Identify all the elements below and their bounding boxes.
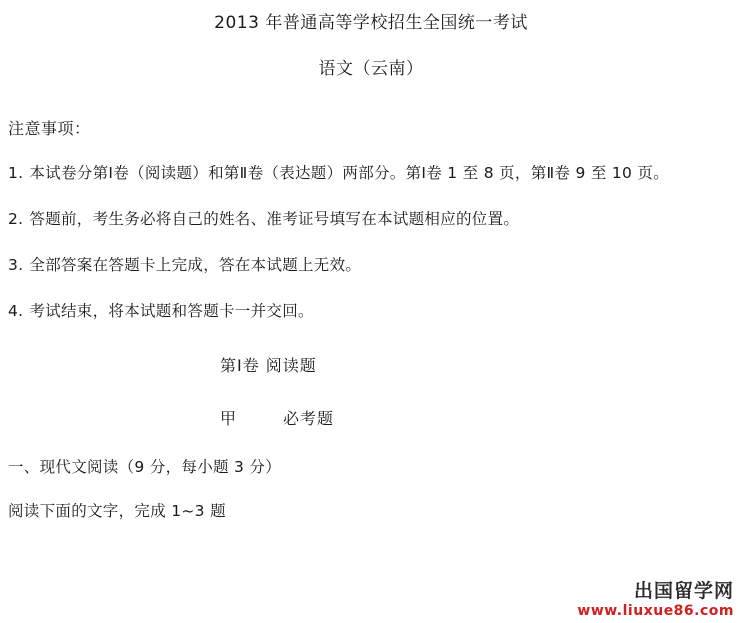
notice-item: [8, 253, 728, 277]
notice-item: [8, 161, 728, 185]
part-one-heading: 一、现代文阅读（9 分，每小题 3 分）: [8, 457, 282, 476]
notice-item-text: 考试结束，将本试题和答题卡一并交回。: [29, 301, 314, 320]
section-heading-part-jia: [220, 406, 742, 429]
notice-item: [8, 207, 728, 231]
watermark-site-name: 出国留学网: [633, 580, 734, 603]
notice-item-number: 1.: [8, 163, 24, 182]
section-heading-volume-one: 第Ⅰ卷 阅读题: [220, 355, 317, 375]
notice-item-number: 3.: [8, 255, 24, 274]
notice-item: [8, 299, 728, 323]
notice-item-text: 本试卷分第Ⅰ卷（阅读题）和第Ⅱ卷（表达题）两部分。第Ⅰ卷 1 至 8 页，第Ⅱ卷 9 至 10 页。: [29, 163, 670, 182]
notice-item-number: 2.: [8, 209, 24, 228]
notice-heading: 注意事项：: [8, 118, 91, 138]
section-jia-label: 甲: [220, 408, 238, 428]
notice-item-text: 全部答案在答题卡上完成，答在本试题上无效。: [29, 255, 362, 274]
notice-item-text: 答题前，考生务必将自己的姓名、准考证号填写在本试题相应的位置。: [29, 209, 520, 228]
notice-item-number: 4.: [8, 301, 24, 320]
section-required-label: 必考题: [283, 408, 335, 428]
watermark: [577, 581, 734, 619]
exam-title: 2013 年普通高等学校招生全国统一考试: [214, 13, 528, 33]
watermark-url: www.liuxue86.com: [577, 602, 734, 619]
reading-instruction: 阅读下面的文字，完成 1~3 题: [8, 501, 226, 520]
document-page: [0, 12, 742, 623]
exam-subject: 语文（云南）: [318, 58, 424, 79]
